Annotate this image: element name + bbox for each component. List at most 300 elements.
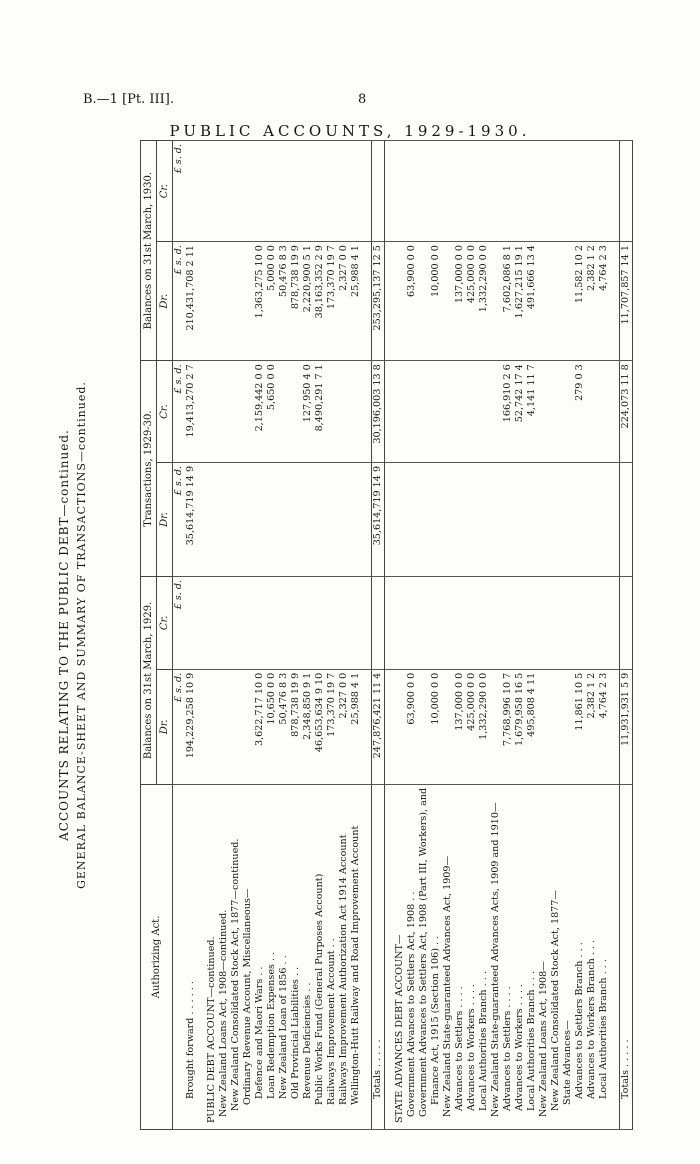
amount-cell <box>385 462 395 576</box>
amount-cell <box>372 576 385 669</box>
amount-cell: 2,348,850 9 1 <box>302 669 314 784</box>
amount-cell <box>242 576 254 669</box>
row-label: Wellington-Hutt Railway and Road Improvement Account <box>350 784 362 1129</box>
row-label: Railways Improvement Account . . <box>326 784 338 1129</box>
amount-cell: 11,931,931 5 9 <box>620 669 633 784</box>
amount-cell <box>562 669 574 784</box>
amount-cell: 11,861 10 5 <box>574 669 586 784</box>
amount-cell <box>610 141 620 242</box>
amount-cell: 10,000 0 0 <box>430 669 442 784</box>
amount-cell: 7,768,996 10 7 <box>502 669 514 784</box>
amount-cell <box>266 462 278 576</box>
amount-cell <box>442 361 454 463</box>
amount-cell <box>598 141 610 242</box>
row-label: Totals . . . . . <box>620 784 633 1129</box>
table-row <box>454 141 466 1130</box>
amount-cell: 224,073 11 8 <box>620 361 633 463</box>
amount-cell: 35,614,719 14 9 <box>185 462 197 576</box>
amount-cell <box>218 242 230 361</box>
row-label: Old Provincial Liabilities . . <box>290 784 302 1129</box>
amount-cell <box>197 462 206 576</box>
amount-cell <box>550 361 562 463</box>
amount-cell <box>562 141 574 242</box>
unit-label: £ s. d. <box>173 242 186 361</box>
amount-cell <box>278 576 290 669</box>
row-label: Local Authorities Branch . . . <box>478 784 490 1129</box>
amount-cell <box>406 361 418 463</box>
amount-cell <box>206 242 218 361</box>
amount-cell <box>372 141 385 242</box>
amount-cell: 52,742 17 4 <box>514 361 526 463</box>
amount-cell <box>550 242 562 361</box>
amount-cell <box>218 361 230 463</box>
amount-cell <box>550 462 562 576</box>
amount-cell <box>278 141 290 242</box>
amount-cell <box>430 141 442 242</box>
amount-cell <box>338 141 350 242</box>
amount-cell <box>418 576 430 669</box>
row-label <box>362 784 372 1129</box>
cr-header: Cr. <box>157 141 173 242</box>
amount-cell: 50,476 8 3 <box>278 669 290 784</box>
row-label: Totals . . . . . <box>372 784 385 1129</box>
row-label: Brought forward . . . . . . <box>185 784 197 1129</box>
amount-cell <box>302 462 314 576</box>
amount-cell <box>394 361 406 463</box>
table-row <box>230 141 242 1130</box>
amount-cell: 4,764 2 3 <box>598 242 610 361</box>
amount-cell <box>218 462 230 576</box>
balance-sheet-table <box>140 140 633 1130</box>
table-subtitle: GENERAL BALANCE-SHEET AND SUMMARY OF TRANSACTIONS—continued. <box>75 381 88 889</box>
amount-cell <box>550 669 562 784</box>
row-label: New Zealand Loans Act, 1908—continued. <box>218 784 230 1129</box>
amount-cell: 425,000 0 0 <box>466 242 478 361</box>
amount-cell <box>230 361 242 463</box>
amount-cell <box>598 576 610 669</box>
amount-cell: 8,490,291 7 1 <box>314 361 326 463</box>
amount-cell: 2,327 0 0 <box>338 669 350 784</box>
unit-label: £ s. d. <box>173 462 186 576</box>
amount-cell <box>290 361 302 463</box>
amount-cell <box>197 669 206 784</box>
amount-cell <box>254 141 266 242</box>
amount-cell <box>314 576 326 669</box>
amount-cell <box>314 462 326 576</box>
amount-cell <box>586 141 598 242</box>
table-row <box>442 141 454 1130</box>
amount-cell <box>620 462 633 576</box>
amount-cell <box>197 361 206 463</box>
amount-cell <box>574 576 586 669</box>
table-row <box>466 141 478 1130</box>
transactions-header: Transactions, 1929-30. <box>141 361 157 577</box>
amount-cell <box>454 361 466 463</box>
amount-cell <box>385 576 395 669</box>
amount-cell: 11,582 10 2 <box>574 242 586 361</box>
row-label: New Zealand Consolidated Stock Act, 1877— <box>550 784 562 1129</box>
row-label: Advances to Settlers . . . . <box>454 784 466 1129</box>
amount-cell: 878,738 19 9 <box>290 669 302 784</box>
amount-cell <box>338 576 350 669</box>
row-label: Railways Improvement Authorization Act 1914 Account <box>338 784 350 1129</box>
amount-cell <box>454 576 466 669</box>
amount-cell <box>442 462 454 576</box>
balances-1929-header: Balances on 31st March, 1929. <box>141 576 157 784</box>
amount-cell <box>454 462 466 576</box>
table-body <box>173 141 633 1130</box>
amount-cell <box>514 462 526 576</box>
table-row <box>350 141 362 1130</box>
document-reference: B.—1 [Pt. III]. <box>83 92 175 107</box>
page-number: 8 <box>358 92 367 107</box>
amount-cell <box>490 576 502 669</box>
row-label: New Zealand Loan of 1856 . . <box>278 784 290 1129</box>
amount-cell <box>406 576 418 669</box>
amount-cell <box>490 462 502 576</box>
amount-cell <box>206 462 218 576</box>
amount-cell <box>230 462 242 576</box>
amount-cell <box>394 141 406 242</box>
amount-cell <box>242 361 254 463</box>
amount-cell <box>206 361 218 463</box>
amount-cell <box>620 141 633 242</box>
totals-row <box>620 141 633 1130</box>
amount-cell <box>290 141 302 242</box>
amount-cell <box>598 462 610 576</box>
amount-cell <box>197 576 206 669</box>
table-row <box>218 141 230 1130</box>
amount-cell <box>230 141 242 242</box>
amount-cell <box>206 576 218 669</box>
table-row <box>302 141 314 1130</box>
amount-cell: 173,370 19 7 <box>326 242 338 361</box>
amount-cell: 63,900 0 0 <box>406 669 418 784</box>
table-row <box>290 141 302 1130</box>
row-label: State Advances— <box>562 784 574 1129</box>
unit-row <box>173 141 186 1130</box>
amount-cell <box>218 141 230 242</box>
amount-cell: 46,653,634 9 10 <box>314 669 326 784</box>
amount-cell <box>562 242 574 361</box>
amount-cell <box>538 576 550 669</box>
table-row <box>490 141 502 1130</box>
table-row <box>586 141 598 1130</box>
amount-cell <box>574 141 586 242</box>
amount-cell: 30,196,003 13 8 <box>372 361 385 463</box>
amount-cell: 253,295,137 12 5 <box>372 242 385 361</box>
row-label: Local Authorities Branch . . . <box>598 784 610 1129</box>
amount-cell <box>526 141 538 242</box>
amount-cell <box>362 242 372 361</box>
amount-cell: 173,370 19 7 <box>326 669 338 784</box>
amount-cell: 38,163,352 2 9 <box>314 242 326 361</box>
amount-cell <box>242 141 254 242</box>
cr-header: Cr. <box>157 576 173 669</box>
amount-cell <box>385 361 395 463</box>
row-label: Public Works Fund (General Purposes Account) <box>314 784 326 1129</box>
amount-cell <box>418 242 430 361</box>
amount-cell <box>478 576 490 669</box>
amount-cell: 194,229,258 10 9 <box>185 669 197 784</box>
row-label: Advances to Workers Branch . . . <box>586 784 598 1129</box>
amount-cell <box>350 361 362 463</box>
amount-cell <box>490 361 502 463</box>
amount-cell <box>362 462 372 576</box>
totals-row <box>372 141 385 1130</box>
amount-cell <box>242 462 254 576</box>
amount-cell <box>242 669 254 784</box>
amount-cell: 5,650 0 0 <box>266 361 278 463</box>
amount-cell <box>430 361 442 463</box>
amount-cell: 25,988 4 1 <box>350 669 362 784</box>
amount-cell <box>314 141 326 242</box>
table-row <box>362 141 372 1130</box>
amount-cell <box>266 141 278 242</box>
amount-cell <box>538 141 550 242</box>
table-row <box>406 141 418 1130</box>
amount-cell <box>562 462 574 576</box>
amount-cell <box>338 361 350 463</box>
amount-cell <box>430 462 442 576</box>
amount-cell: 4,764 2 3 <box>598 669 610 784</box>
amount-cell: 1,332,290 0 0 <box>478 669 490 784</box>
table-row <box>430 141 442 1130</box>
amount-cell <box>538 242 550 361</box>
table-row <box>598 141 610 1130</box>
amount-cell: 2,327 0 0 <box>338 242 350 361</box>
amount-cell <box>526 462 538 576</box>
amount-cell: 137,000 0 0 <box>454 669 466 784</box>
amount-cell <box>466 141 478 242</box>
amount-cell <box>350 462 362 576</box>
amount-cell: 166,910 2 6 <box>502 361 514 463</box>
amount-cell: 35,614,719 14 9 <box>372 462 385 576</box>
amount-cell <box>278 361 290 463</box>
amount-cell <box>326 361 338 463</box>
amount-cell <box>442 141 454 242</box>
table-row <box>562 141 574 1130</box>
amount-cell <box>538 462 550 576</box>
amount-cell <box>502 576 514 669</box>
amount-cell <box>385 141 395 242</box>
amount-cell <box>394 462 406 576</box>
amount-cell <box>442 576 454 669</box>
amount-cell <box>185 141 197 242</box>
amount-cell <box>242 242 254 361</box>
table-row <box>278 141 290 1130</box>
amount-cell <box>442 669 454 784</box>
unit-label: £ s. d. <box>173 141 186 242</box>
row-label: New Zealand State-guaranteed Advances Act, 1909— <box>442 784 454 1129</box>
unit-label: £ s. d. <box>173 669 186 784</box>
row-label: Revenue Deficiencies . . <box>302 784 314 1129</box>
dr-header: Dr. <box>157 242 173 361</box>
table-row <box>574 141 586 1130</box>
amount-cell <box>254 576 266 669</box>
table-row <box>394 141 406 1130</box>
amount-cell <box>562 361 574 463</box>
amount-cell <box>350 576 362 669</box>
balances-1930-header: Balances on 31st March, 1930. <box>141 141 157 361</box>
row-label: Government Advances to Settlers Act, 1908 . . <box>406 784 418 1129</box>
amount-cell <box>610 242 620 361</box>
amount-cell <box>490 242 502 361</box>
amount-cell <box>610 669 620 784</box>
amount-cell <box>362 669 372 784</box>
amount-cell <box>362 361 372 463</box>
amount-cell <box>442 242 454 361</box>
amount-cell <box>326 462 338 576</box>
amount-cell <box>266 576 278 669</box>
amount-cell: 247,876,421 11 4 <box>372 669 385 784</box>
amount-cell <box>230 669 242 784</box>
amount-cell <box>218 669 230 784</box>
amount-cell: 10,650 0 0 <box>266 669 278 784</box>
amount-cell <box>418 669 430 784</box>
amount-cell <box>418 141 430 242</box>
amount-cell <box>362 576 372 669</box>
rotated-table-panel <box>45 140 685 1130</box>
amount-cell: 3,622,717 10 0 <box>254 669 266 784</box>
amount-cell <box>526 576 538 669</box>
amount-cell <box>562 576 574 669</box>
amount-cell <box>490 669 502 784</box>
table-row <box>314 141 326 1130</box>
row-label: STATE ADVANCES DEBT ACCOUNT— <box>394 784 406 1129</box>
table-row <box>242 141 254 1130</box>
amount-cell: 10,000 0 0 <box>430 242 442 361</box>
row-label: PUBLIC DEBT ACCOUNT—continued. <box>206 784 218 1129</box>
cr-header: Cr. <box>157 361 173 463</box>
amount-cell <box>230 576 242 669</box>
amount-cell <box>290 462 302 576</box>
row-label: New Zealand Consolidated Stock Act, 1877—continued. <box>230 784 242 1129</box>
amount-cell <box>502 462 514 576</box>
amount-cell <box>218 576 230 669</box>
amount-cell <box>610 462 620 576</box>
row-label <box>610 784 620 1129</box>
amount-cell: 25,988 4 1 <box>350 242 362 361</box>
row-label <box>385 784 395 1129</box>
amount-cell <box>394 242 406 361</box>
amount-cell <box>478 361 490 463</box>
amount-cell: 127,950 4 0 <box>302 361 314 463</box>
amount-cell <box>394 576 406 669</box>
amount-cell: 210,431,708 2 11 <box>185 242 197 361</box>
table-row <box>254 141 266 1130</box>
page-heading: PUBLIC ACCOUNTS, 1929-1930. <box>169 122 531 140</box>
row-label: Finance Act, 1915 (Section 106) . . <box>430 784 442 1129</box>
amount-cell: 7,602,086 8 1 <box>502 242 514 361</box>
row-label: Loan Redemption Expenses . . <box>266 784 278 1129</box>
amount-cell <box>418 361 430 463</box>
table-title: ACCOUNTS RELATING TO THE PUBLIC DEBT—continued. <box>57 429 71 841</box>
amount-cell <box>302 141 314 242</box>
row-label: New Zealand Loans Act, 1908— <box>538 784 550 1129</box>
amount-cell <box>490 141 502 242</box>
amount-cell: 878,738 19 9 <box>290 242 302 361</box>
authorizing-act-header: Authorizing Act. <box>141 784 173 1129</box>
row-label: Advances to Settlers Branch . . . <box>574 784 586 1129</box>
amount-cell <box>278 462 290 576</box>
table-row <box>478 141 490 1130</box>
amount-cell <box>206 669 218 784</box>
row-label: Advances to Workers . . . . <box>466 784 478 1129</box>
table-row <box>338 141 350 1130</box>
amount-cell <box>197 141 206 242</box>
amount-cell <box>586 361 598 463</box>
table-row <box>197 141 206 1130</box>
amount-cell <box>230 242 242 361</box>
amount-cell: 495,808 4 11 <box>526 669 538 784</box>
amount-cell: 425,000 0 0 <box>466 669 478 784</box>
amount-cell: 19,413,270 2 7 <box>185 361 197 463</box>
amount-cell <box>586 462 598 576</box>
table-row <box>326 141 338 1130</box>
amount-cell: 63,900 0 0 <box>406 242 418 361</box>
amount-cell: 1,627,215 19 1 <box>514 242 526 361</box>
amount-cell <box>206 141 218 242</box>
table-row <box>266 141 278 1130</box>
table-row <box>526 141 538 1130</box>
amount-cell <box>466 462 478 576</box>
amount-cell <box>302 576 314 669</box>
amount-cell <box>185 576 197 669</box>
table-row <box>185 141 197 1130</box>
amount-cell <box>197 242 206 361</box>
row-label <box>197 784 206 1129</box>
amount-cell <box>514 141 526 242</box>
amount-cell <box>586 576 598 669</box>
amount-cell <box>418 462 430 576</box>
amount-cell <box>514 576 526 669</box>
amount-cell: 137,000 0 0 <box>454 242 466 361</box>
amount-cell <box>620 576 633 669</box>
amount-cell <box>338 462 350 576</box>
amount-cell <box>538 361 550 463</box>
amount-cell: 4,141 11 7 <box>526 361 538 463</box>
table-row <box>206 141 218 1130</box>
dr-header: Dr. <box>157 462 173 576</box>
amount-cell <box>430 576 442 669</box>
amount-cell <box>478 141 490 242</box>
table-row <box>550 141 562 1130</box>
table-row <box>610 141 620 1130</box>
amount-cell <box>466 361 478 463</box>
amount-cell <box>550 576 562 669</box>
row-label: Government Advances to Settlers Act, 1908 (Part III, Workers), and <box>418 784 430 1129</box>
amount-cell: 2,220,900 5 1 <box>302 242 314 361</box>
amount-cell <box>478 462 490 576</box>
amount-cell <box>598 361 610 463</box>
amount-cell <box>326 576 338 669</box>
table-row <box>538 141 550 1130</box>
dr-header: Dr. <box>157 669 173 784</box>
row-label: Advances to Workers . . . . <box>514 784 526 1129</box>
row-label: Ordinary Revenue Account, Miscellaneous— <box>242 784 254 1129</box>
amount-cell: 11,707,857 14 1 <box>620 242 633 361</box>
amount-cell <box>574 462 586 576</box>
amount-cell <box>406 462 418 576</box>
amount-cell <box>350 141 362 242</box>
row-label: Defence and Maori Wars . . <box>254 784 266 1129</box>
amount-cell: 1,679,958 16 5 <box>514 669 526 784</box>
amount-cell: 2,382 1 2 <box>586 242 598 361</box>
amount-cell <box>502 141 514 242</box>
amount-cell <box>394 669 406 784</box>
amount-cell <box>326 141 338 242</box>
